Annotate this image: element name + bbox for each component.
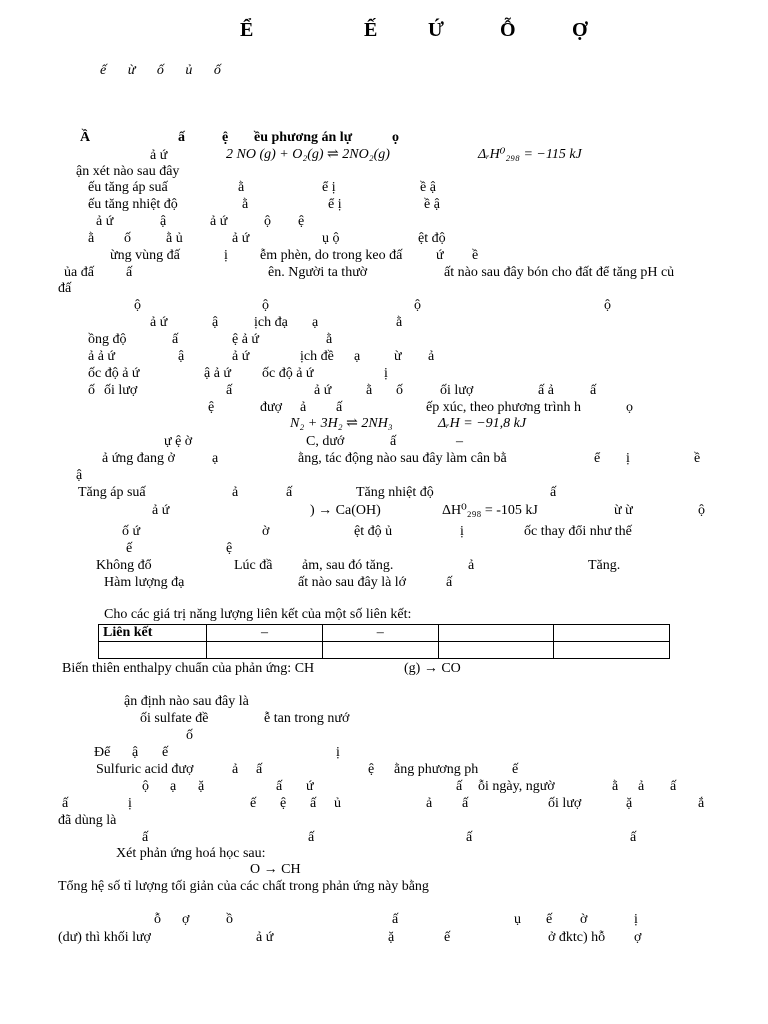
text-fragment: ồ [226, 912, 233, 927]
text-fragment: ả ứng đang ở [102, 451, 175, 466]
table-header-cell: – [322, 625, 438, 642]
text-fragment: ấ [286, 485, 293, 500]
text-fragment: ấ [276, 779, 283, 794]
text-fragment: C, dướ [306, 434, 345, 449]
table-cell [322, 642, 438, 659]
text-fragment: ạ [212, 451, 219, 466]
text-fragment: ế [162, 745, 169, 760]
text-fragment: ế [250, 796, 257, 811]
text-fragment: ề ậ [424, 197, 440, 212]
table-header-cell [438, 625, 554, 642]
text-fragment: ả [428, 349, 435, 364]
text-fragment: ấ [466, 830, 473, 845]
text-fragment: ấ [462, 796, 469, 811]
table-header-cell: – [207, 625, 323, 642]
text-fragment: ằ ủ [166, 231, 183, 246]
text-fragment: ụ [514, 912, 521, 927]
text-fragment: ề [472, 248, 479, 263]
text-fragment: ứ [436, 248, 444, 263]
title-letter: Ể [240, 19, 256, 41]
text-fragment: ận xét nào sau đây [76, 164, 180, 179]
text-fragment: ố [124, 231, 131, 246]
equation-1-enthalpy: ΔᵣH⁰₂₉₈ = −115 kJ [478, 147, 582, 162]
text-fragment: ố [88, 383, 95, 398]
text-fragment: ả [468, 558, 475, 573]
text-fragment: ằ [88, 231, 95, 246]
text-fragment: Biến thiên enthalpy chuẩn của phản ứng: CH [62, 661, 315, 676]
text-fragment: ấ [142, 830, 149, 845]
text-fragment: ạ [312, 315, 319, 330]
text-fragment: ếp xúc, theo phương trình h [426, 400, 581, 415]
text-fragment: Sulfuric acid đượ [96, 762, 194, 777]
text-fragment: ộ [414, 298, 421, 313]
text-fragment: ệ [368, 762, 375, 777]
subtitle: ế ừ ố ủ ố [100, 63, 221, 78]
equation-2-enthalpy: ΔᵣH = −91,8 kJ [438, 416, 527, 431]
table-header-row [99, 625, 670, 642]
text-fragment: ịch đề [300, 349, 334, 364]
text-fragment: Tăng. [588, 558, 621, 573]
text-fragment: ệ ả ứ [232, 332, 260, 347]
text-fragment: ậ [160, 214, 167, 229]
text-fragment: ả ứ [314, 383, 332, 398]
text-fragment: ủa đấ [64, 265, 94, 280]
text-fragment: ế [126, 541, 133, 556]
text-fragment: ất nào sau đây bón cho đất để tăng pH củ [444, 265, 675, 280]
text-fragment: ỗ [154, 912, 161, 927]
text-fragment: ả ả ứ [88, 349, 116, 364]
text-fragment: Cho các giá trị năng lượng liên kết của một số liên kết: [104, 607, 412, 622]
text-fragment: ằ [396, 315, 403, 330]
text-fragment: ả [300, 400, 307, 415]
text-fragment: ả ứ [152, 503, 170, 518]
text-fragment: ả ứ [232, 231, 250, 246]
text-fragment: ả [232, 762, 239, 777]
table-header-cell: Liên kết [99, 625, 207, 642]
text-fragment: ấ [256, 762, 263, 777]
text-fragment: ả ứ [210, 214, 228, 229]
text-fragment: ặ [626, 796, 633, 811]
text-fragment: ấ [392, 912, 399, 927]
text-fragment: ỗi ngày, ngườ [478, 779, 555, 794]
table-cell [438, 642, 554, 659]
text-fragment: ậ [132, 745, 139, 760]
title-letter: Ỗ [500, 19, 518, 41]
text-fragment: Lúc đầ [234, 558, 273, 573]
text-fragment: ộ [264, 214, 271, 229]
title-letter: Ế [364, 19, 380, 41]
text-fragment: ấ [62, 796, 69, 811]
text-fragment: ốc độ ả ứ [88, 366, 140, 381]
text-fragment: ) → Ca(OH) [310, 503, 381, 518]
text-fragment: ị [128, 796, 132, 811]
text-fragment: ều phương án lự [254, 130, 353, 145]
text-fragment: Hàm lượng đạ [104, 575, 185, 590]
bond-energy-table [98, 624, 670, 659]
table-cell [99, 642, 207, 659]
text-fragment: ấ [590, 383, 597, 398]
text-fragment: ể ị [322, 180, 336, 195]
text-fragment: ị [626, 451, 630, 466]
text-fragment: Không đổ [96, 558, 152, 573]
text-fragment: ặ [388, 930, 395, 945]
text-fragment: ấ [336, 400, 343, 415]
text-fragment: (dư) thì khối lượ [58, 930, 151, 945]
text-fragment: ự ệ ờ [164, 434, 193, 449]
text-fragment: ằ [326, 332, 333, 347]
text-fragment: ề ậ [420, 180, 436, 195]
text-fragment: ệt độ [418, 231, 446, 246]
text-fragment: – [456, 434, 463, 449]
text-fragment: ả ứ [232, 349, 250, 364]
text-fragment: (g) → CO [404, 661, 461, 676]
text-fragment: ệ [280, 796, 287, 811]
text-fragment: ọ [626, 400, 633, 415]
text-fragment: ấ [390, 434, 397, 449]
text-fragment: ố [396, 383, 403, 398]
text-fragment: ả [638, 779, 645, 794]
text-fragment: ế [512, 762, 519, 777]
text-fragment: ận định nào sau đây là [124, 694, 249, 709]
text-fragment: ậ [178, 349, 185, 364]
text-fragment: ị [634, 912, 638, 927]
text-fragment: ạ [354, 349, 361, 364]
text-fragment: ếu tăng nhiệt độ [88, 197, 178, 212]
text-fragment: ấ [226, 383, 233, 398]
text-fragment: ằ [242, 197, 249, 212]
text-fragment: ấ [630, 830, 637, 845]
text-fragment: ấ [172, 332, 179, 347]
table-cell [554, 642, 670, 659]
text-fragment: ợ [182, 912, 190, 927]
text-fragment: ễm phèn, do trong keo đấ [260, 248, 403, 263]
text-fragment: ảm, sau đó tăng. [302, 558, 394, 573]
text-fragment: ối lượ [104, 383, 138, 398]
text-fragment: ừ [394, 349, 402, 364]
text-fragment: ả [232, 485, 239, 500]
text-fragment: ất nào sau đây là lớ [298, 575, 407, 590]
text-fragment: ộ [604, 298, 611, 313]
text-fragment: đã dùng là [58, 813, 117, 828]
text-fragment: ồng độ [88, 332, 127, 347]
text-fragment: ếu tăng áp suấ [88, 180, 168, 195]
text-fragment: ụ ộ [322, 231, 340, 246]
text-fragment: ệ [222, 130, 229, 145]
text-fragment: ở đktc) hỗ [548, 930, 606, 945]
text-fragment: ậ ả ứ [204, 366, 232, 381]
text-fragment: Xét phản ứng hoá học sau: [116, 846, 266, 861]
text-fragment: ộ [262, 298, 269, 313]
text-fragment: ả ứ [150, 148, 168, 163]
text-fragment: ốc độ ả ứ [262, 366, 314, 381]
text-fragment: ả [426, 796, 433, 811]
text-fragment: ằ [366, 383, 373, 398]
title-letter: Ợ [572, 19, 590, 41]
text-fragment: ấ ả [538, 383, 554, 398]
text-fragment: ặ [198, 779, 205, 794]
text-fragment: ấ [126, 265, 133, 280]
text-fragment: ệ [226, 541, 233, 556]
text-fragment: ị [384, 366, 388, 381]
text-fragment: ố [186, 728, 193, 743]
text-fragment: ừ ừ [614, 503, 633, 518]
text-fragment: ằ [612, 779, 619, 794]
text-fragment: ên. Người ta thườ [268, 265, 368, 280]
text-fragment: ừng vùng đấ [110, 248, 180, 263]
text-fragment: ắ [698, 796, 705, 811]
text-fragment: Để [94, 745, 111, 760]
text-fragment: ờ [262, 524, 270, 539]
text-fragment: đượ [260, 400, 282, 415]
text-fragment: Tăng áp suấ [78, 485, 146, 500]
text-fragment: ấ [446, 575, 453, 590]
text-fragment: ố ứ [122, 524, 141, 539]
text-fragment: ế [546, 912, 553, 927]
text-fragment: ế [444, 930, 451, 945]
text-fragment: ị [336, 745, 340, 760]
text-fragment: ịch đạ [254, 315, 288, 330]
text-fragment: đấ [58, 281, 72, 296]
text-fragment: ối lượ [440, 383, 474, 398]
text-fragment: ối lượ [548, 796, 582, 811]
text-fragment: ả ứ [256, 930, 274, 945]
text-fragment: ứ [306, 779, 314, 794]
text-fragment: ạ [170, 779, 177, 794]
title-letter: Ứ [428, 19, 446, 41]
text-fragment: ị [224, 248, 228, 263]
text-fragment: ấ [178, 130, 185, 145]
table-cell [207, 642, 323, 659]
text-fragment: ằ [238, 180, 245, 195]
text-fragment: ối sulfate đề [140, 711, 209, 726]
text-fragment: ủ [334, 796, 341, 811]
text-fragment: ả ứ [150, 315, 168, 330]
text-fragment: ấ [310, 796, 317, 811]
text-fragment: ấ [550, 485, 557, 500]
equation-3-enthalpy: ΔH⁰₂₉₈ = -105 kJ [442, 503, 538, 518]
text-fragment: ể ị [328, 197, 342, 212]
text-fragment: ậ [76, 468, 83, 483]
table-header-cell [554, 625, 670, 642]
text-fragment: Ầ [80, 130, 91, 145]
equation-2: N₂ + 3H₂ ⇌ 2NH₃ [290, 416, 393, 431]
text-fragment: ễ tan trong nướ [264, 711, 350, 726]
text-fragment: ộ [134, 298, 141, 313]
text-fragment: ộ [142, 779, 149, 794]
table-row [99, 642, 670, 659]
text-fragment: ằng, tác động nào sau đây làm cân bằ [298, 451, 507, 466]
text-fragment: ấ [670, 779, 677, 794]
text-fragment: ể [594, 451, 601, 466]
text-fragment: ợ [634, 930, 642, 945]
text-fragment: ờ [580, 912, 588, 927]
text-fragment: ệt độ ủ [354, 524, 393, 539]
equation-1: 2 NO (g) + O₂(g) ⇌ 2NO₂(g) [226, 147, 390, 162]
text-fragment: ả ứ [96, 214, 114, 229]
text-fragment: ề [694, 451, 701, 466]
text-fragment: O → CH [250, 862, 301, 877]
text-fragment: ốc thay đổi như thế [524, 524, 632, 539]
text-fragment: ệ [208, 400, 215, 415]
text-fragment: ấ [308, 830, 315, 845]
text-fragment: ấ [456, 779, 463, 794]
text-fragment: Tổng hệ số tỉ lượng tối giản của các chất trong phản ứng này bằng [58, 879, 429, 894]
text-fragment: ị [460, 524, 464, 539]
text-fragment: ệ [298, 214, 305, 229]
text-fragment: ộ [698, 503, 705, 518]
text-fragment: Tăng nhiệt độ [356, 485, 434, 500]
text-fragment: ọ [392, 130, 399, 145]
text-fragment: ậ [212, 315, 219, 330]
text-fragment: ằng phương ph [394, 762, 479, 777]
